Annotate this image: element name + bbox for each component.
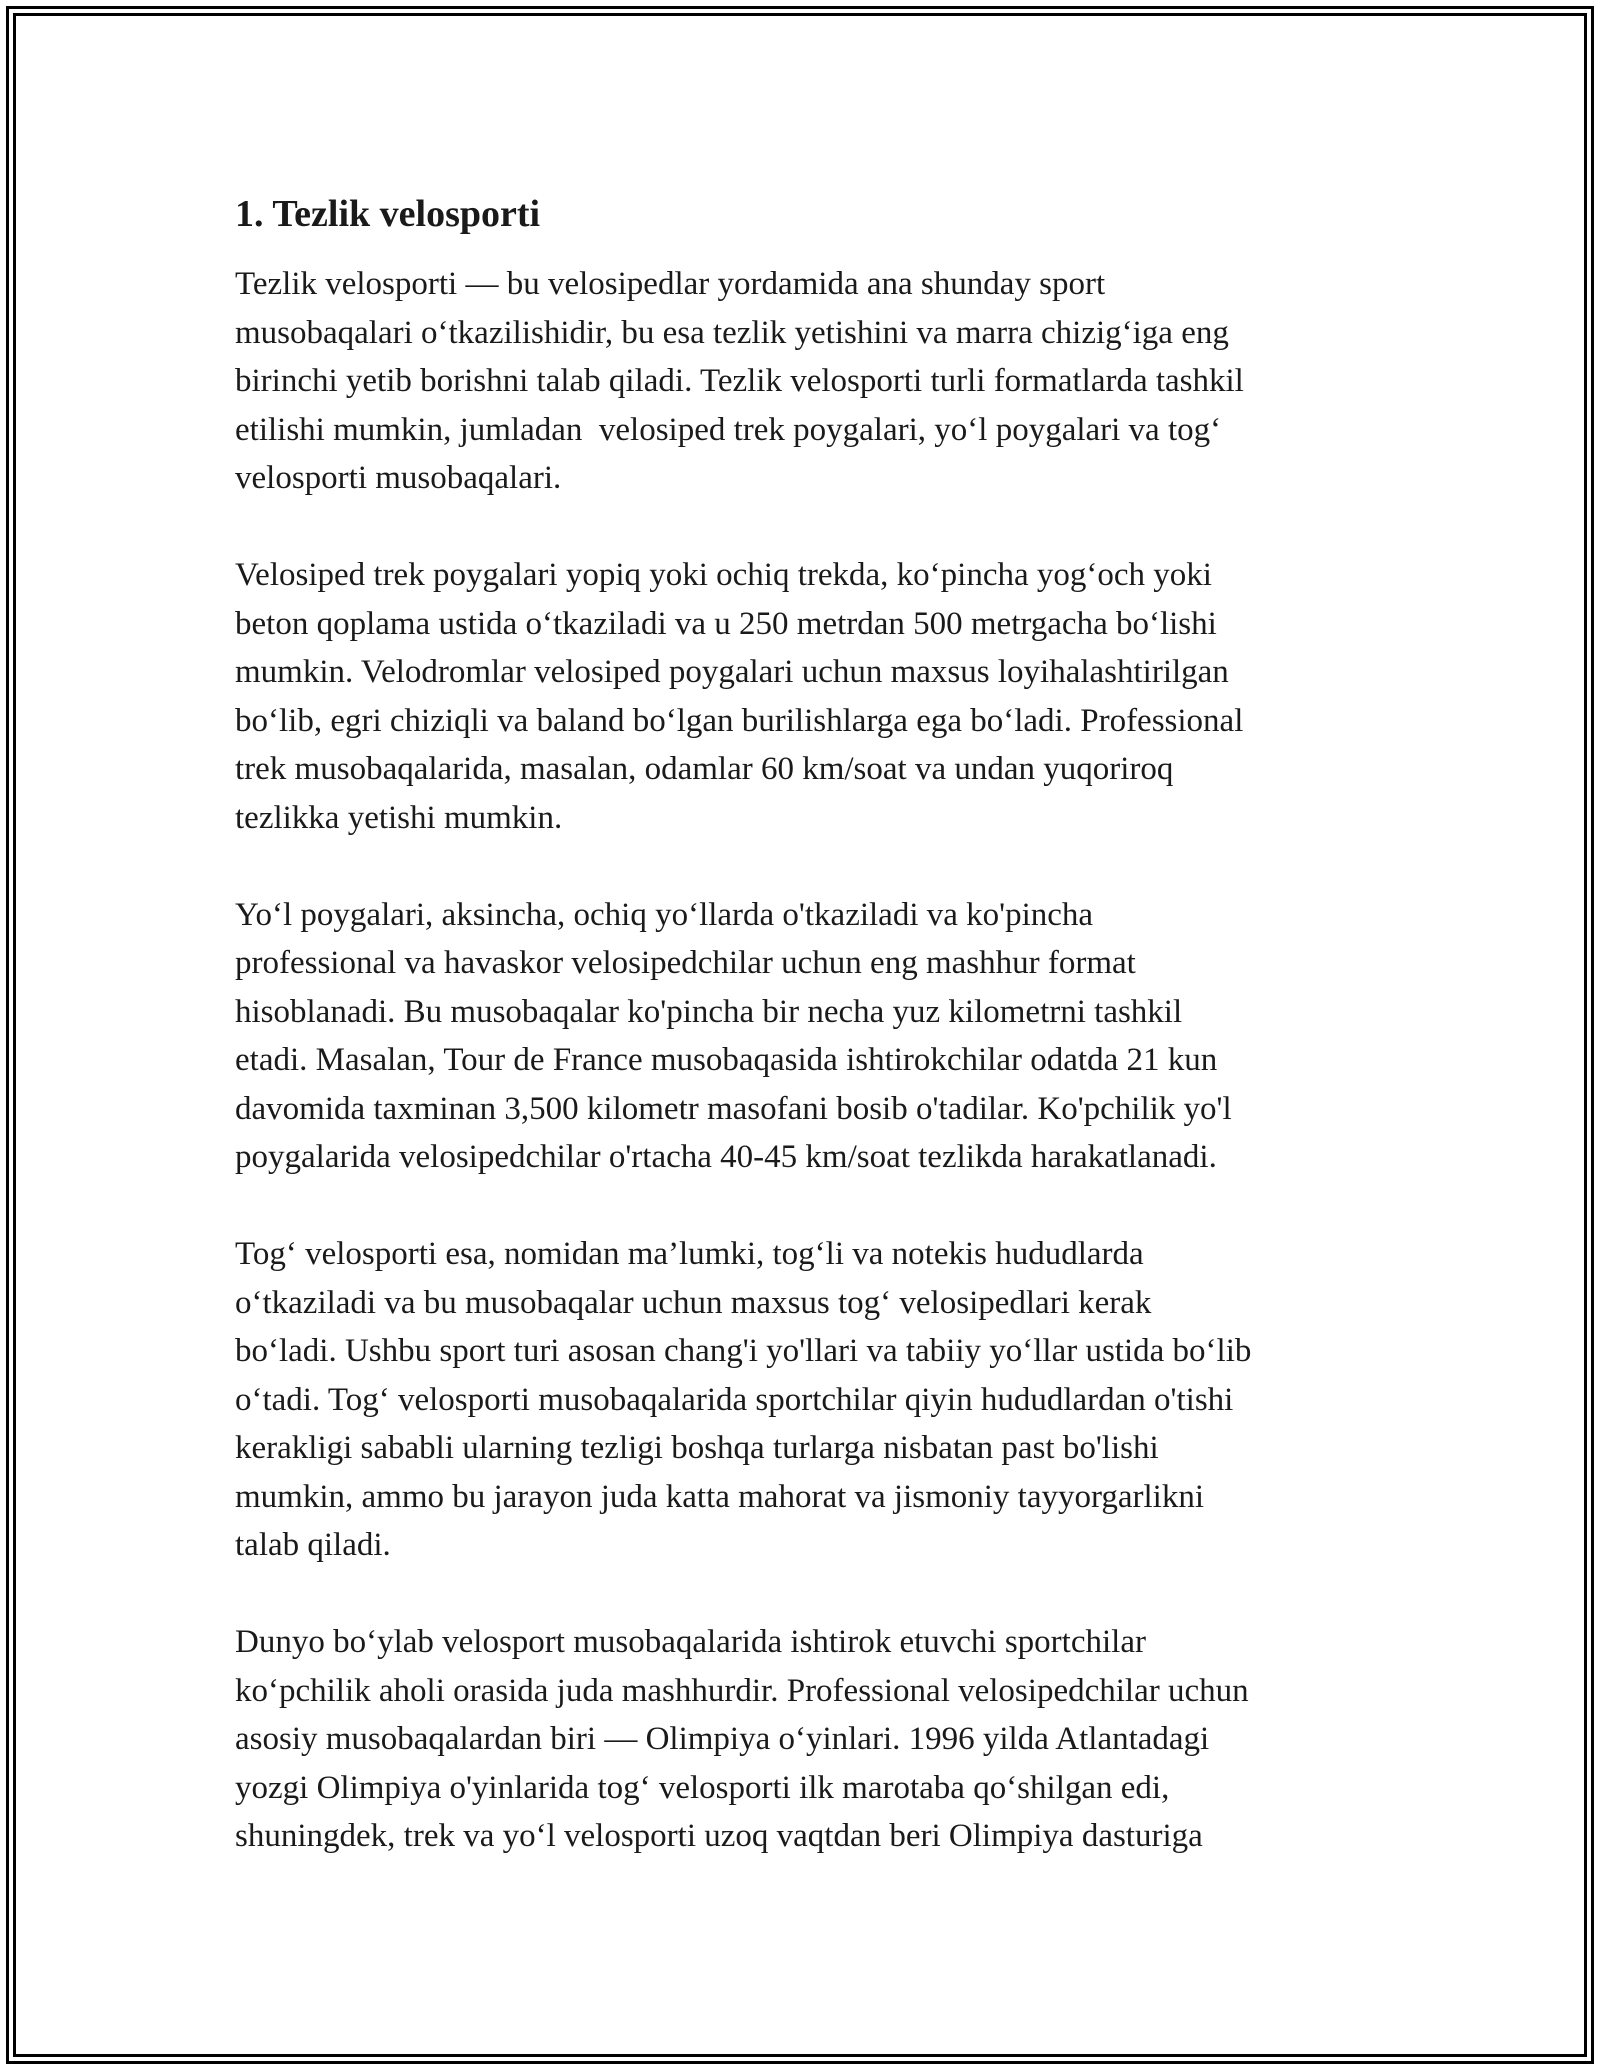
text-line: davomida taxminan 3,500 kilometr masofani bosib o'tadilar. Ko'pchilik yo'l [235, 1090, 1232, 1127]
text-line: trek musobaqalarida, masalan, odamlar 60 km/soat va undan yuqoriroq [235, 751, 1174, 787]
text-line: shuningdek, trek va yo‘l velosporti uzoq vaqtdan beri Olimpiya dasturiga [235, 1818, 1203, 1854]
text-line: etilishi mumkin, jumladan velosiped trek poygalari, yo‘l poygalari va tog‘ [235, 411, 1222, 448]
text-line: tezlikka yetishi mumkin. [235, 799, 563, 836]
text-line: o‘tadi. Tog‘ velosporti musobaqalarida sportchilar qiyin hududlardan o'tishi [235, 1381, 1234, 1418]
section-heading: 1. Tezlik velosporti [235, 193, 541, 235]
text-line: Dunyo bo‘ylab velosport musobaqalarida ishtirok etuvchi sportchilar [235, 1624, 1146, 1660]
text-line: velosporti musobaqalari. [235, 460, 562, 496]
document-body [235, 190, 1380, 1909]
paragraph-intro [235, 260, 1380, 503]
text-line: bo‘lib, egri chiziqli va baland bo‘lgan burilishlarga ega bo‘ladi. Professional [235, 702, 1244, 739]
text-line: mumkin. Velodromlar velosiped poygalari uchun maxsus loyihalashtirilgan [235, 654, 1229, 690]
text-line: Yo‘l poygalari, aksincha, ochiq yo‘llarda o'tkaziladi va ko'pincha [235, 896, 1094, 933]
text-line: kerakligi sababli ularning tezligi boshqa turlarga nisbatan past bo'lishi [235, 1430, 1159, 1466]
paragraph-road-racing [235, 891, 1380, 1182]
paragraph-mountain-biking [235, 1230, 1380, 1570]
text-line: bo‘ladi. Ushbu sport turi asosan chang'i yo'llari va tabiiy yo‘llar ustida bo‘lib [235, 1333, 1252, 1369]
paragraph-olympics [235, 1618, 1380, 1861]
text-line: o‘tkaziladi va bu musobaqalar uchun maxsus tog‘ velosipedlari kerak [235, 1284, 1152, 1321]
text-line: asosiy musobaqalardan biri — Olimpiya o‘yinlari. 1996 yilda Atlantadagi [235, 1721, 1210, 1757]
text-line: Velosiped trek poygalari yopiq yoki ochiq trekda, ko‘pincha yog‘och yoki [235, 557, 1212, 593]
text-line: poygalarida velosipedchilar o'rtacha 40-45 km/soat tezlikda harakatlanadi. [235, 1139, 1217, 1175]
text-line: professional va havaskor velosipedchilar uchun eng mashhur format [235, 945, 1136, 981]
text-line: ko‘pchilik aholi orasida juda mashhurdir. Professional velosipedchilar uchun [235, 1672, 1249, 1709]
text-line: hisoblanadi. Bu musobaqalar ko'pincha bir necha yuz kilometrni tashkil [235, 993, 1183, 1030]
text-line: Tog‘ velosporti esa, nomidan ma’lumki, tog‘li va notekis hududlarda [235, 1236, 1144, 1272]
text-line: etadi. Masalan, Tour de France musobaqasida ishtirokchilar odatda 21 kun [235, 1042, 1218, 1078]
text-line: beton qoplama ustida o‘tkaziladi va u 250 metrdan 500 metrgacha bo‘lishi [235, 605, 1217, 642]
text-line: yozgi Olimpiya o'yinlarida tog‘ velosporti ilk marotaba qo‘shilgan edi, [235, 1769, 1170, 1806]
text-line: musobaqalari o‘tkazilishidir, bu esa tezlik yetishini va marra chizig‘iga eng [235, 314, 1229, 351]
text-line: mumkin, ammo bu jarayon juda katta mahorat va jismoniy tayyorgarlikni [235, 1478, 1205, 1515]
paragraph-track-racing [235, 551, 1380, 842]
text-line: birinchi yetib borishni talab qiladi. Tezlik velosporti turli formatlarda tashkil [235, 363, 1244, 399]
text-line: Tezlik velosporti — bu velosipedlar yordamida ana shunday sport [235, 266, 1106, 302]
text-line: talab qiladi. [235, 1527, 391, 1563]
